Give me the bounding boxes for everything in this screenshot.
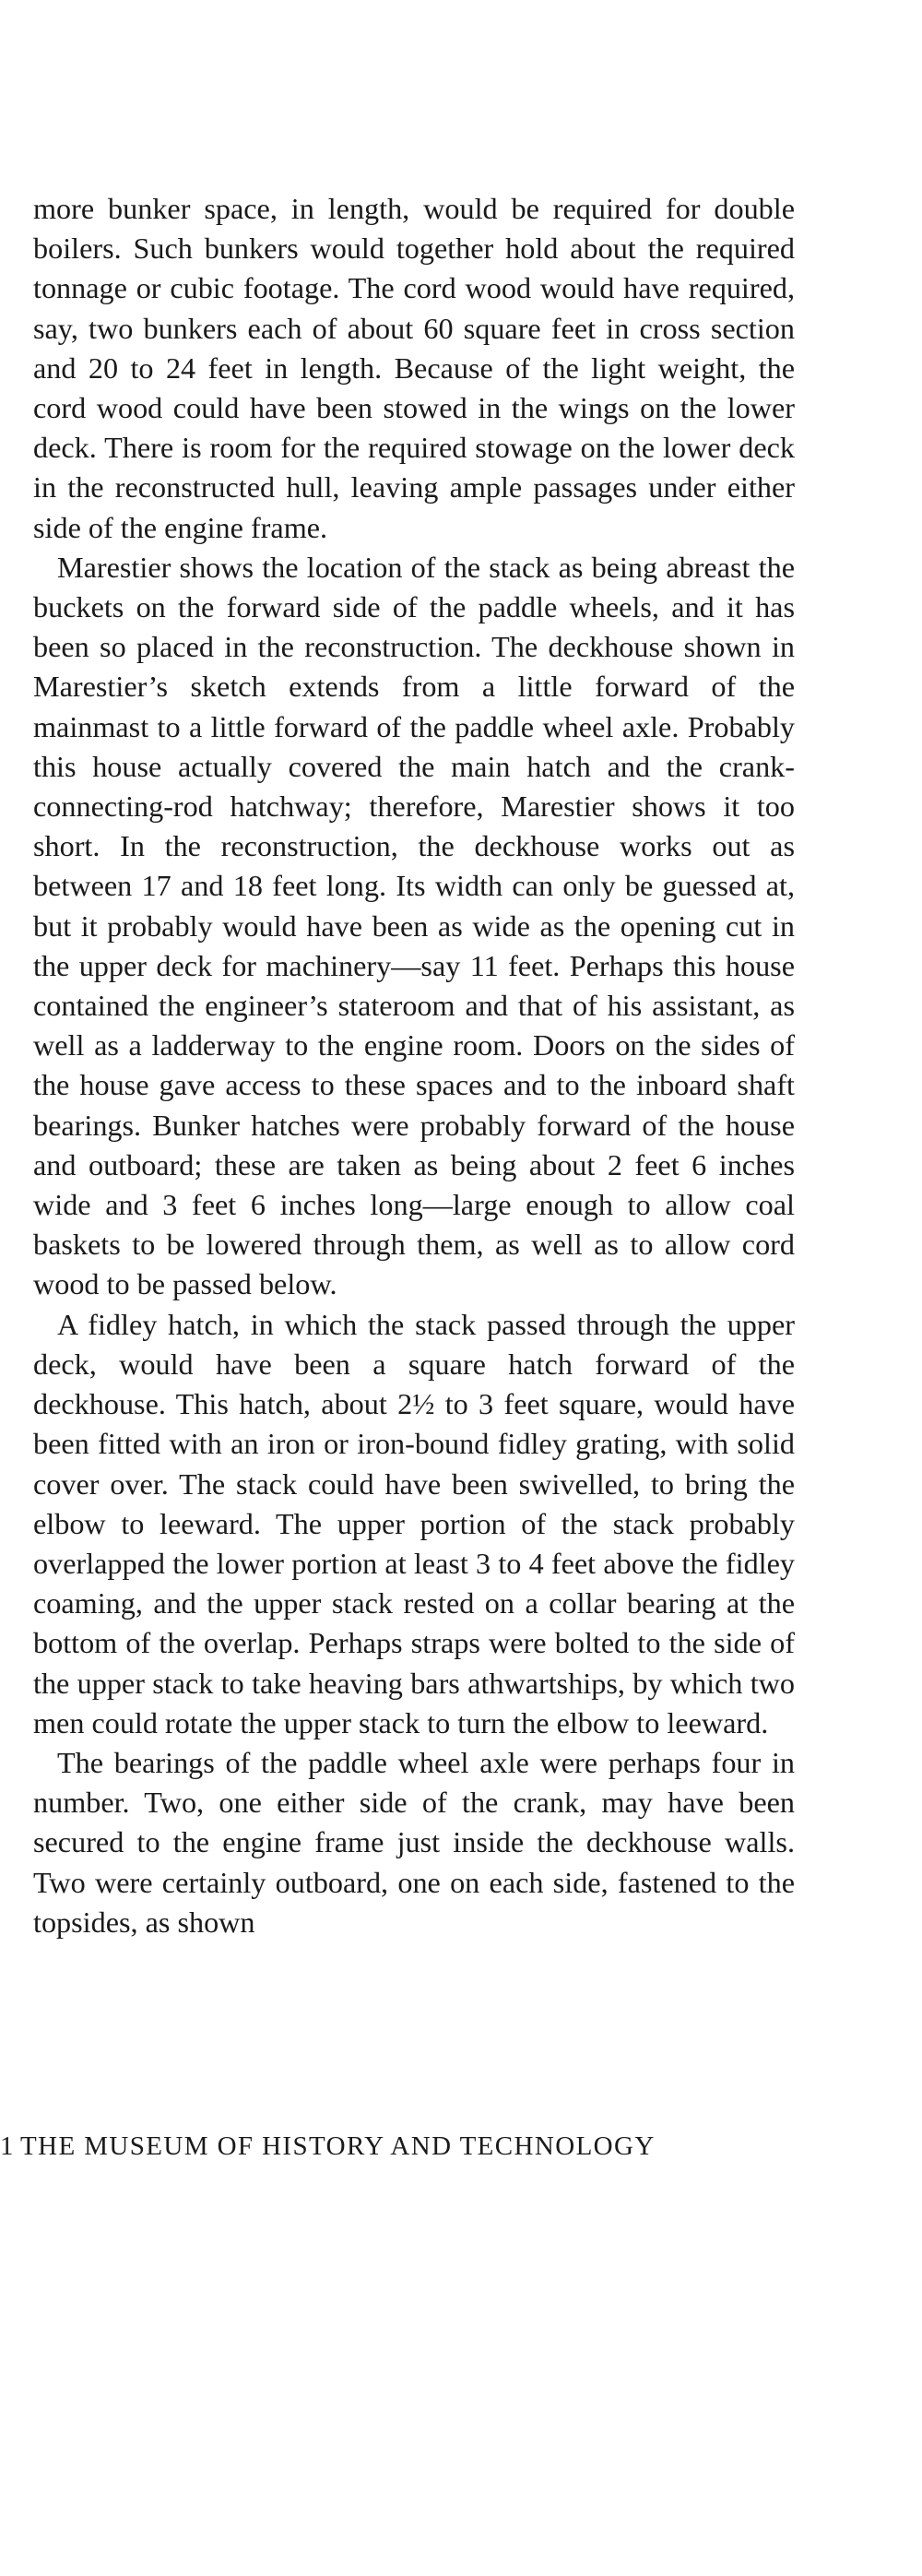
paragraph-stack-location: Marestier shows the location of the stack as being abreast the buckets on the forward side of the paddle wheels, and it has been so placed in the reconstruction. The deckhouse shown in Marestier’s sketch extends from a little forward of the mainmast to a little forward of the paddle wheel axle. Probably this house actually covered the main hatch and the crank-connecting-rod hatchway; therefore, Marestier shows it too short. In the reconstruction, the deckhouse works out as between 17 and 18 feet long. Its width can only be guessed at, but it probably would have been as wide as the opening cut in the upper deck for machinery—say 11 feet. Perhaps this house contained the engineer’s stateroom and that of his assistant, as well as a ladderway to the engine room. Doors on the sides of the house gave access to these spaces and to the inboard shaft bearings. Bunker hatches were probably forward of the house and outboard; these are taken as being about 2 feet 6 inches wide and 3 feet 6 inches long—large enough to allow coal baskets to be lowered through them, as well as to allow cord wood to be passed below.: [33, 550, 795, 1301]
page-number: 1: [0, 2131, 15, 2161]
paragraph-fidley-hatch: A fidley hatch, in which the stack passed through the upper deck, would have been a square hatch forward of the deckhouse. This hatch, about 2½ to 3 feet square, would have been fitted with an iron or iron-bound fidley grating, with solid cover over. The stack could have been swivelled, to bring the elbow to leeward. The upper portion of the stack probably overlapped the lower portion at least 3 to 4 feet above the fidley coaming, and the upper stack rested on a collar bearing at the bottom of the overlap. Perhaps straps were bolted to the side of the upper stack to take heaving bars athwartships, by which two men could rotate the upper stack to turn the elbow to leeward.: [33, 1307, 795, 1739]
running-title: THE MUSEUM OF HISTORY AND TECHNOLOGY: [20, 2131, 656, 2161]
paragraph-paddle-bearings: The bearings of the paddle wheel axle were perhaps four in number. Two, one either side of the crank, may have been secured to the engine frame just inside the deckhouse walls. Two were certainly outboard, one on each side, fastened to the topsides, as shown: [33, 1745, 795, 1939]
page-footer: [0, 2128, 811, 2165]
body-text-column: [33, 189, 795, 1942]
paragraph-bunker-space: more bunker space, in length, would be required for double boilers. Such bunkers would together hold about the required tonnage or cubic footage. The cord wood would have required, say, two bunkers each of about 60 square feet in cross section and 20 to 24 feet in length. Because of the light weight, the cord wood could have been stowed in the wings on the lower deck. There is room for the required stowage on the lower deck in the reconstructed hull, leaving ample passages under either side of the engine frame.: [33, 192, 795, 544]
